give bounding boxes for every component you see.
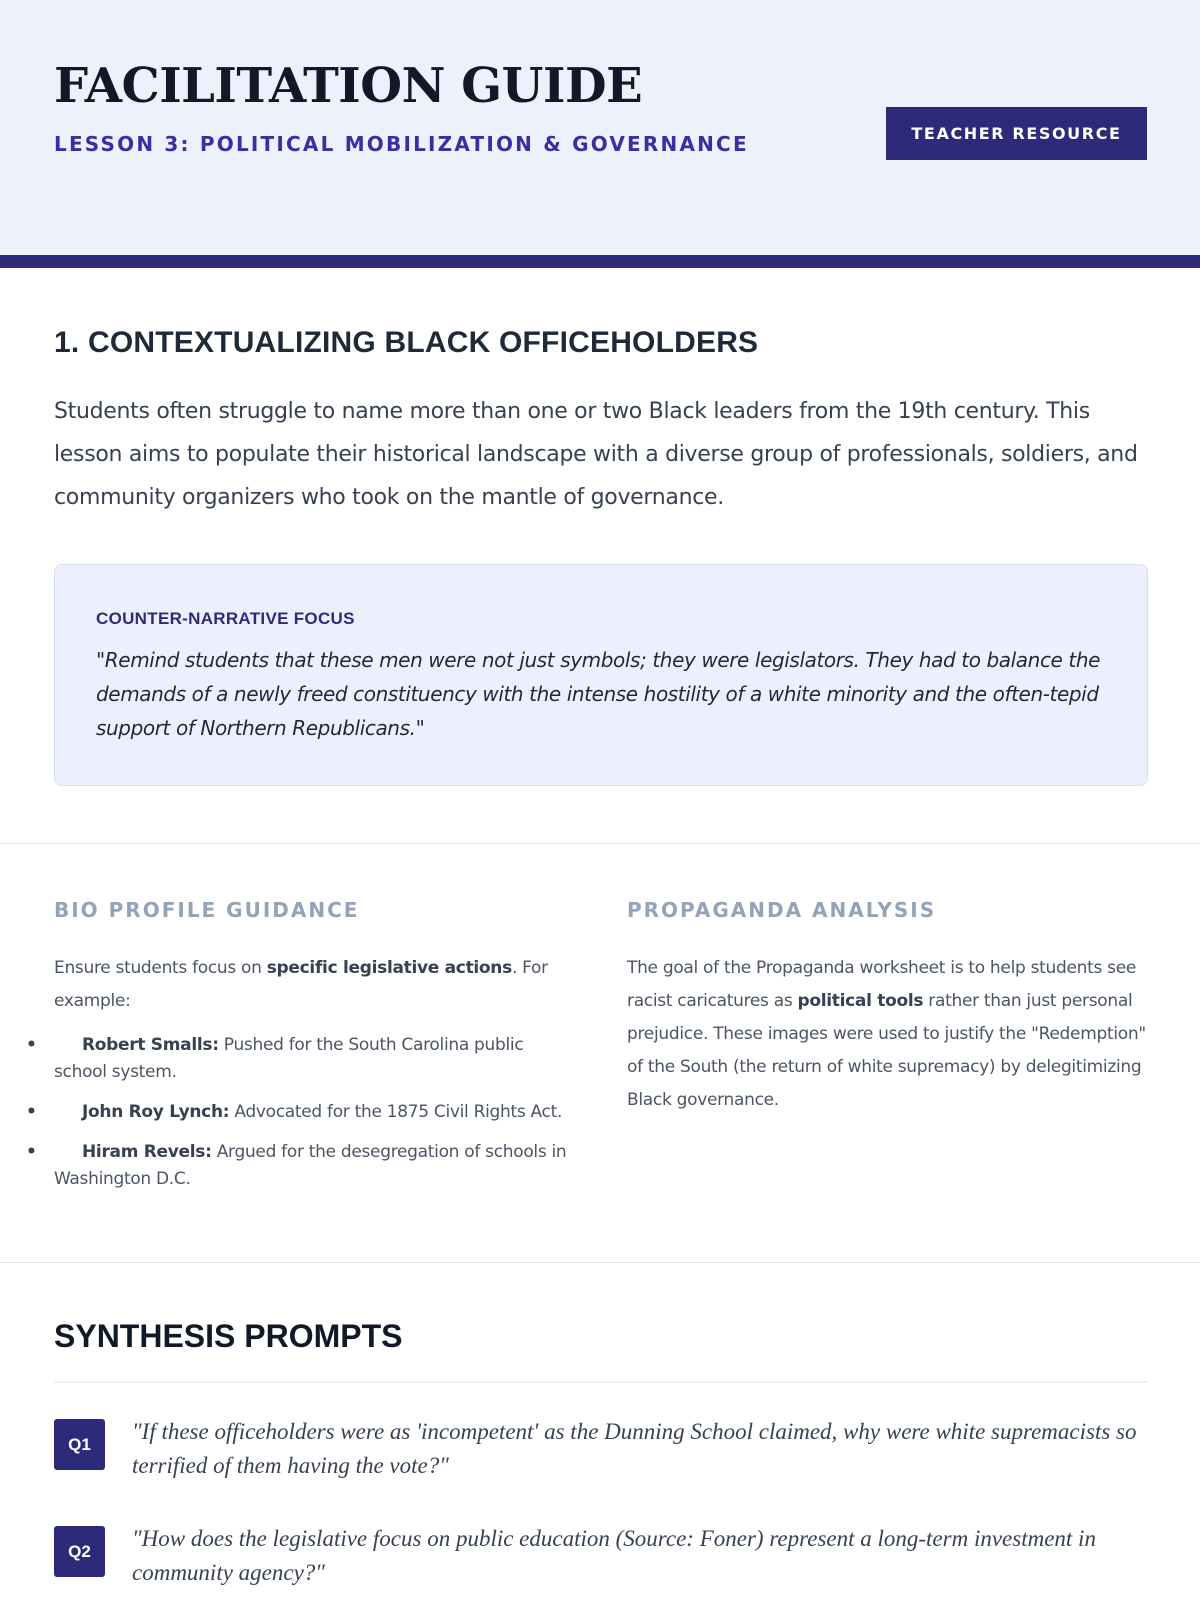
bio-heading: BIO PROFILE GUIDANCE bbox=[54, 898, 360, 922]
list-item: • John Roy Lynch: Advocated for the 1875 Civil Rights Act. bbox=[54, 1099, 574, 1126]
officeholder-list bbox=[54, 1032, 574, 1193]
page-title: FACILITATION GUIDE bbox=[54, 58, 643, 114]
synthesis-heading: SYNTHESIS PROMPTS bbox=[54, 1318, 403, 1354]
bio-profile-column bbox=[54, 898, 574, 1206]
section-heading: 1. CONTEXTUALIZING BLACK OFFICEHOLDERS bbox=[54, 326, 759, 359]
section-body: Students often struggle to name more than one or two Black leaders from the 19th century. This lesson aims to populate their historical landscape with a diverse group of professionals, soldiers, and community organizers who took on the mantle of governance. bbox=[54, 399, 1138, 510]
question-badge: Q1 bbox=[54, 1419, 105, 1470]
callout-quote: "Remind students that these men were not just symbols; they were legislators. They had to balance the demands of a newly freed constituency with the intense hostility of a white minority and the often-tepid support of Northern Republicans." bbox=[96, 648, 1101, 740]
bio-intro: Ensure students focus on specific legislative actions. For example: bbox=[54, 958, 548, 1011]
list-item: • Hiram Revels: Argued for the desegregation of schools in Washington D.C. bbox=[54, 1139, 574, 1193]
contextualizing-section bbox=[54, 326, 1148, 519]
teacher-resource-badge[interactable]: TEACHER RESOURCE bbox=[886, 107, 1147, 160]
list-item: • Robert Smalls: Pushed for the South Carolina public school system. bbox=[54, 1032, 574, 1086]
page-header bbox=[0, 0, 1200, 268]
section-divider bbox=[0, 1262, 1200, 1263]
question-text: "How does the legislative focus on public education (Source: Foner) represent a long-term investment in community agency?" bbox=[132, 1526, 1096, 1585]
counter-narrative-callout bbox=[54, 564, 1148, 786]
question-badge: Q2 bbox=[54, 1526, 105, 1577]
callout-label: COUNTER-NARRATIVE FOCUS bbox=[96, 609, 355, 628]
propaganda-heading: PROPAGANDA ANALYSIS bbox=[627, 898, 937, 922]
section-divider bbox=[0, 843, 1200, 844]
question-text: "If these officeholders were as 'incompetent' as the Dunning School claimed, why were white supremacists so terrified of them having the vote?" bbox=[132, 1419, 1137, 1478]
heading-rule bbox=[54, 1381, 1148, 1383]
propaganda-column bbox=[627, 898, 1147, 1117]
propaganda-text: The goal of the Propaganda worksheet is to help students see racist caricatures as political tools rather than just personal prejudice. These images were used to justify the "Redemption" of the South (the return of white supremacy) by delegitimizing Black governance. bbox=[627, 958, 1146, 1110]
lesson-subtitle: LESSON 3: POLITICAL MOBILIZATION & GOVERNANCE bbox=[54, 132, 749, 156]
synthesis-section bbox=[54, 1318, 1148, 1585]
